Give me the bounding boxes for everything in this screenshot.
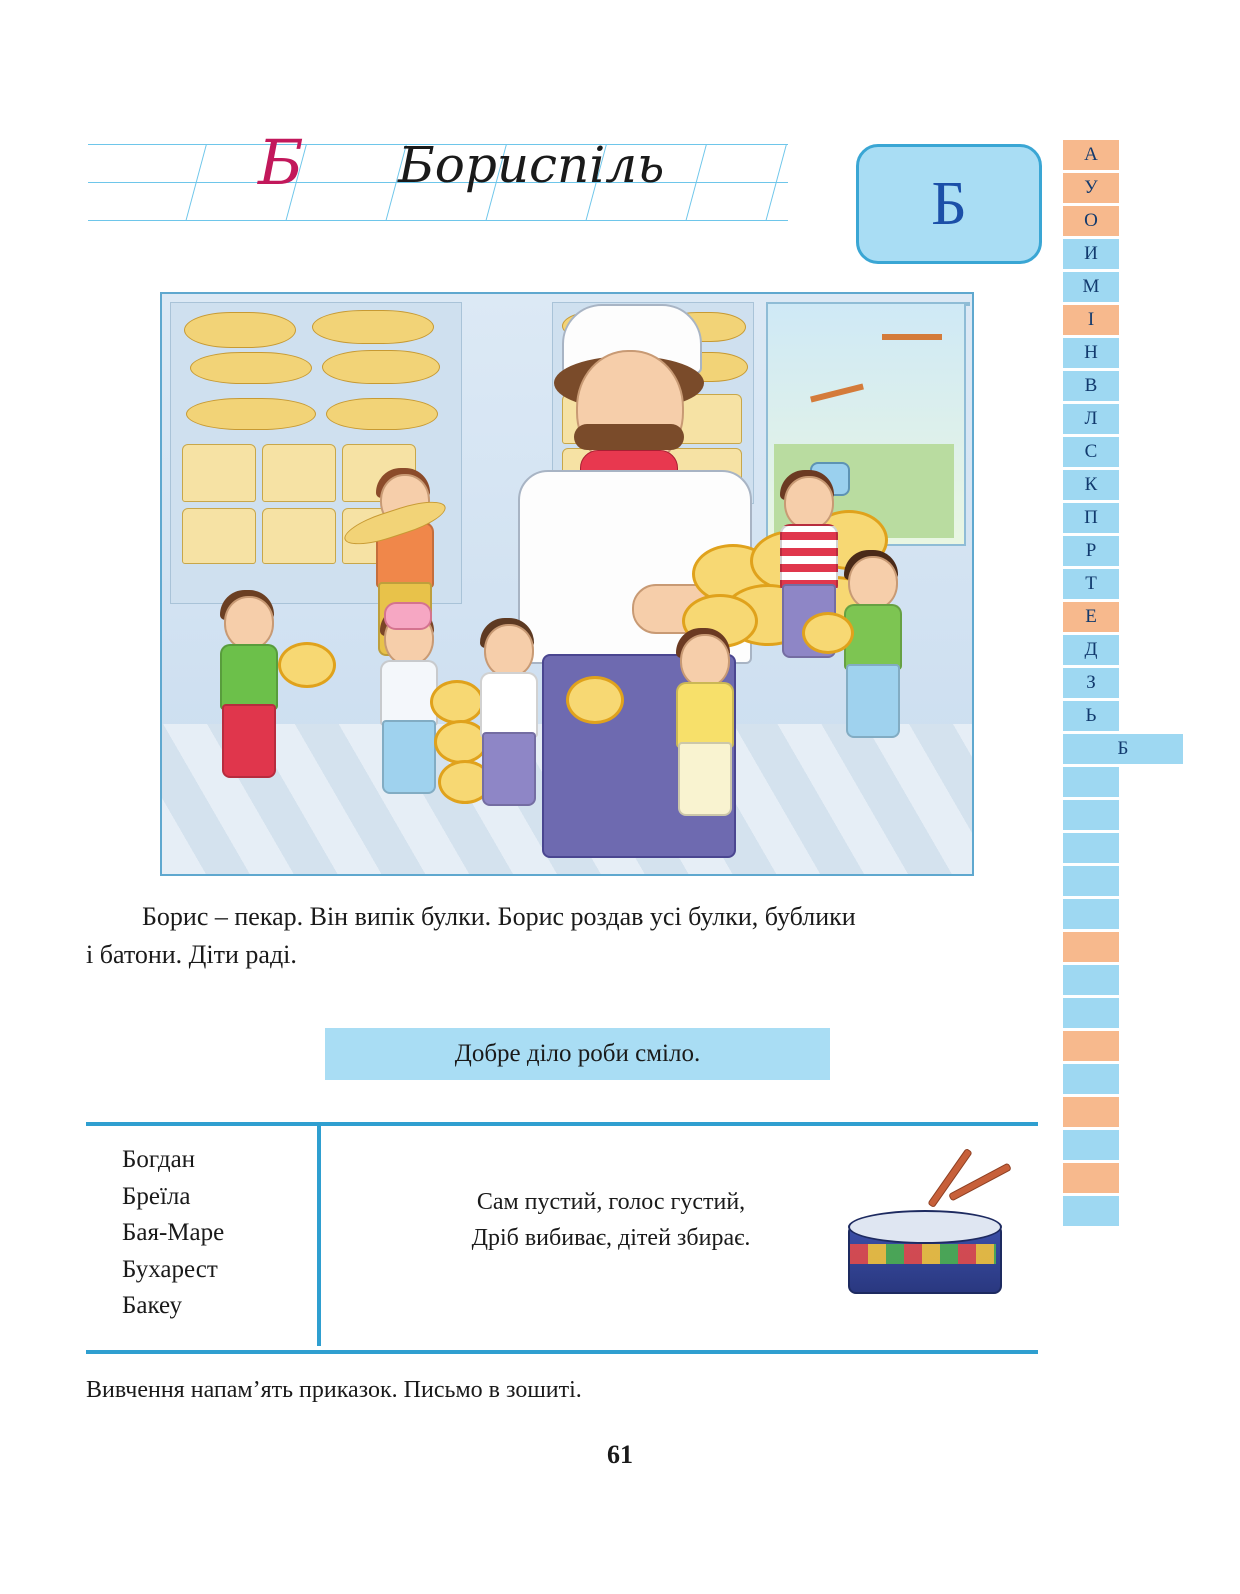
story-text [86, 898, 1038, 974]
alphabet-cell-empty [1063, 932, 1119, 962]
alphabet-cell-o[interactable]: О [1063, 206, 1119, 236]
list-item: Бая-Маре [122, 1219, 225, 1246]
alphabet-cell-empty [1063, 1097, 1119, 1127]
list-item: Богдан [122, 1146, 196, 1173]
handwriting-header [88, 126, 788, 248]
hair-bow [384, 602, 432, 630]
riddle-line-1: Сам пустий, голос густий, [476, 1189, 746, 1215]
alphabet-cell-empty [1063, 767, 1119, 797]
alphabet-cell-v[interactable]: В [1063, 371, 1119, 401]
alphabet-cell-z[interactable]: З [1063, 668, 1119, 698]
bottom-panel [86, 1122, 1038, 1354]
alphabet-cell-b-current[interactable]: Б [1063, 734, 1183, 764]
bread-loaf [322, 350, 440, 384]
bread-bag [262, 508, 336, 564]
riddle-text [396, 1184, 826, 1256]
alphabet-cell-k[interactable]: К [1063, 470, 1119, 500]
alphabet-cell-empty [1063, 965, 1119, 995]
bagel [278, 642, 336, 688]
story-line-2: і батони. Діти раді. [86, 939, 297, 969]
story-line-1: Борис – пекар. Він випік булки. Борис роздав усі булки, бублики [142, 902, 856, 931]
alphabet-cell-a[interactable]: А [1063, 140, 1119, 170]
drum-head [848, 1210, 1002, 1244]
alphabet-cell-empty [1063, 1130, 1119, 1160]
alphabet-cell-r[interactable]: Р [1063, 536, 1119, 566]
alphabet-cell-empty [1063, 800, 1119, 830]
bagel [802, 612, 854, 654]
list-item: Бакеу [122, 1292, 182, 1319]
page-number: 61 [607, 1440, 633, 1469]
alphabet-cell-empty [1063, 899, 1119, 929]
bagel [430, 680, 484, 724]
letter-badge [856, 144, 1042, 264]
bakery-illustration [160, 292, 974, 876]
proverb-box [325, 1028, 830, 1080]
drum-decoration [850, 1244, 996, 1264]
alphabet-strip [1063, 140, 1129, 1229]
alphabet-cell-empty [1063, 998, 1119, 1028]
alphabet-cell-empty [1063, 1031, 1119, 1061]
list-item: Бухарест [122, 1255, 218, 1283]
baker-moustache [574, 424, 684, 450]
handwritten-letter: Б [258, 126, 305, 199]
alphabet-cell-empty [1063, 1064, 1119, 1094]
alphabet-cell-t[interactable]: Т [1063, 569, 1119, 599]
alphabet-cell-n[interactable]: Н [1063, 338, 1119, 368]
bread-loaf [190, 352, 312, 384]
bread-bag [182, 508, 256, 564]
alphabet-cell-empty [1063, 1163, 1119, 1193]
handwritten-word: Бориспіль [398, 136, 665, 194]
list-item: Бреїла [122, 1182, 191, 1210]
letter-badge-label: Б [931, 169, 967, 238]
bread-bag [262, 444, 336, 502]
proverb-text: Добре діло роби сміло. [454, 1040, 701, 1067]
alphabet-cell-s[interactable]: С [1063, 437, 1119, 467]
word-list [86, 1126, 321, 1346]
alphabet-cell-p[interactable]: П [1063, 503, 1119, 533]
bread-bag [182, 444, 256, 502]
alphabet-cell-l[interactable]: Л [1063, 404, 1119, 434]
alphabet-cell-u[interactable]: У [1063, 173, 1119, 203]
footnote: Вивчення напам’ять приказок. Письмо в зошиті. [86, 1377, 582, 1403]
alphabet-cell-empty [1063, 833, 1119, 863]
alphabet-cell-i[interactable]: І [1063, 305, 1119, 335]
window-divider [966, 302, 970, 306]
bread-loaf [326, 398, 438, 430]
bagel [566, 676, 624, 724]
riddle-line-2: Дріб вибиває, дітей збирає. [471, 1225, 751, 1251]
alphabet-cell-empty [1063, 1196, 1119, 1226]
alphabet-cell-empty [1063, 866, 1119, 896]
alphabet-cell-e[interactable]: Е [1063, 602, 1119, 632]
bread-loaf [312, 310, 434, 344]
drum-illustration [828, 1166, 1038, 1316]
alphabet-cell-y[interactable]: И [1063, 239, 1119, 269]
ruled-line-bottom [88, 220, 788, 221]
alphabet-cell-d[interactable]: Д [1063, 635, 1119, 665]
bread-loaf [186, 398, 316, 430]
bread-loaf [184, 312, 296, 348]
alphabet-cell-soft-sign[interactable]: Ь [1063, 701, 1119, 731]
alphabet-cell-m[interactable]: М [1063, 272, 1119, 302]
swing-bar [882, 334, 942, 340]
